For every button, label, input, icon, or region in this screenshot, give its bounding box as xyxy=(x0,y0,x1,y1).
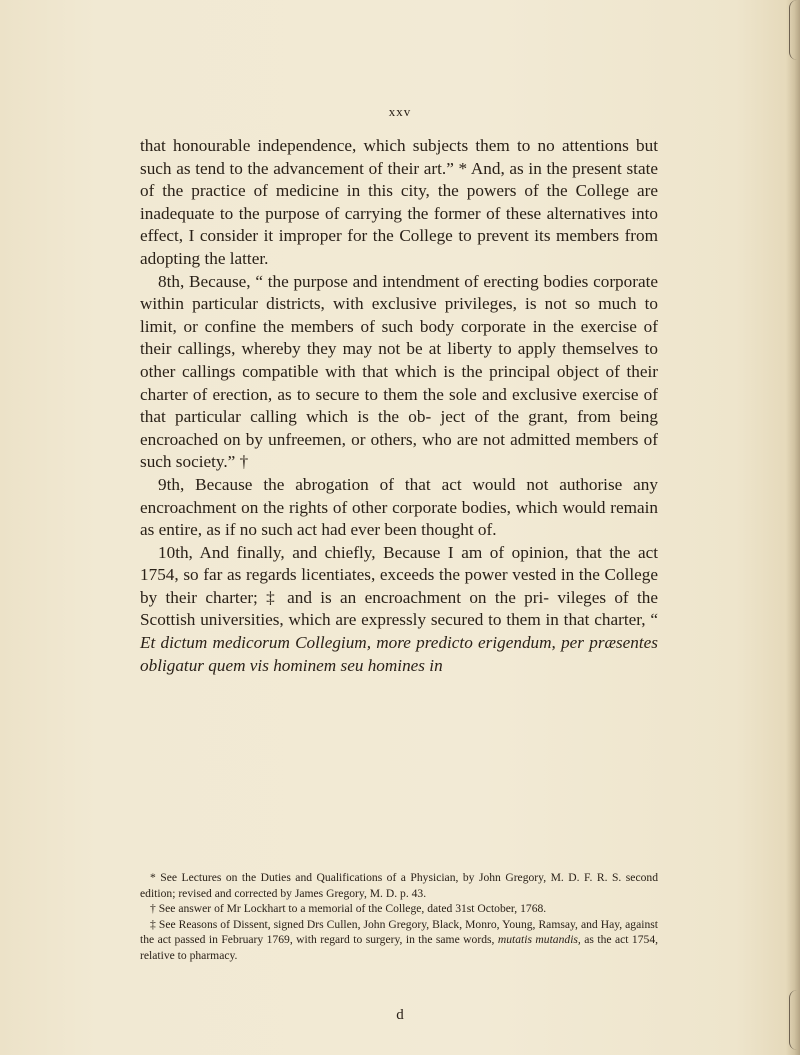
text-run: 9th, Because the abrogation of that act would not authorise any encroachment on the rights of other corporate bodies, which would remain as entire, as if no such act had ever been thought of. xyxy=(140,474,658,540)
page-header: xxv xyxy=(388,104,412,119)
page-edge-curl-top xyxy=(789,0,798,60)
footnote xyxy=(140,901,658,917)
italic-text: mutatis mutandis, xyxy=(497,933,581,946)
page-edge-shadow xyxy=(786,0,800,1055)
signature-mark: d xyxy=(396,1007,404,1023)
italic-text: Et dictum medicorum Collegium, more predicto erigendum, per præsentes obligatur quem vis hominem seu homines in xyxy=(140,633,658,675)
paragraph xyxy=(140,135,658,271)
paragraph xyxy=(140,474,658,542)
text-run: † See answer of Mr Lockhart to a memorial of the College, dated 31st October, 1768. xyxy=(150,902,547,915)
body-text xyxy=(140,135,658,677)
text-run: as the act 1754, relative to pharmacy. xyxy=(140,933,659,962)
paragraph xyxy=(140,271,658,474)
text-run: 10th, And finally, and chiefly, Because I am of opinion, that the act 1754, so far as regards licentiates, exceeds the power vested in the College by their charter; ‡ and is an encroachment on the pri- vileges of the Scottish universities, which are expressly secured to them in that charter, “ xyxy=(140,542,658,630)
text-run: * See Lectures on the Duties and Qualifications of a Physician, by John Gregory, M. D. F. R. S. second edition; revised and corrected by James Gregory, M. D. p. 43. xyxy=(140,871,658,900)
footnote xyxy=(140,917,658,964)
text-run: ‡ See Reasons of Dissent, signed Drs Cullen, John Gregory, Black, Monro, Young, Ramsay, and Hay, against the act passed in February 1769, with regard to surgery, in the same words, xyxy=(140,917,658,946)
text-run: that honourable independence, which subjects them to no attentions but such as tend to the advancement of their art.” * And, as in the present state of the practice of medicine in this city, the powers of the College are inadequate to the purpose of carrying the former of these alternatives into effect, I consider it improper for the College to prevent its members from adopting the latter. xyxy=(140,136,658,268)
paragraph xyxy=(140,542,658,678)
text-run: 8th, Because, “ the purpose and intendment of erecting bodies corporate within particular districts, with exclusive privileges, is not so much to limit, or confine the members of such body corporate in the exercise of their callings, whereby they may not be at liberty to apply themselves to other callings compatible with that which is the principal object of their charter of erection, as to secure to them the sole and exclusive exercise of that particular calling which is the ob- ject of the grant, from being encroached on by unfreemen, or others, who are not admitted members of such society.” † xyxy=(140,271,658,472)
footnotes xyxy=(140,870,658,963)
footnote xyxy=(140,870,658,901)
